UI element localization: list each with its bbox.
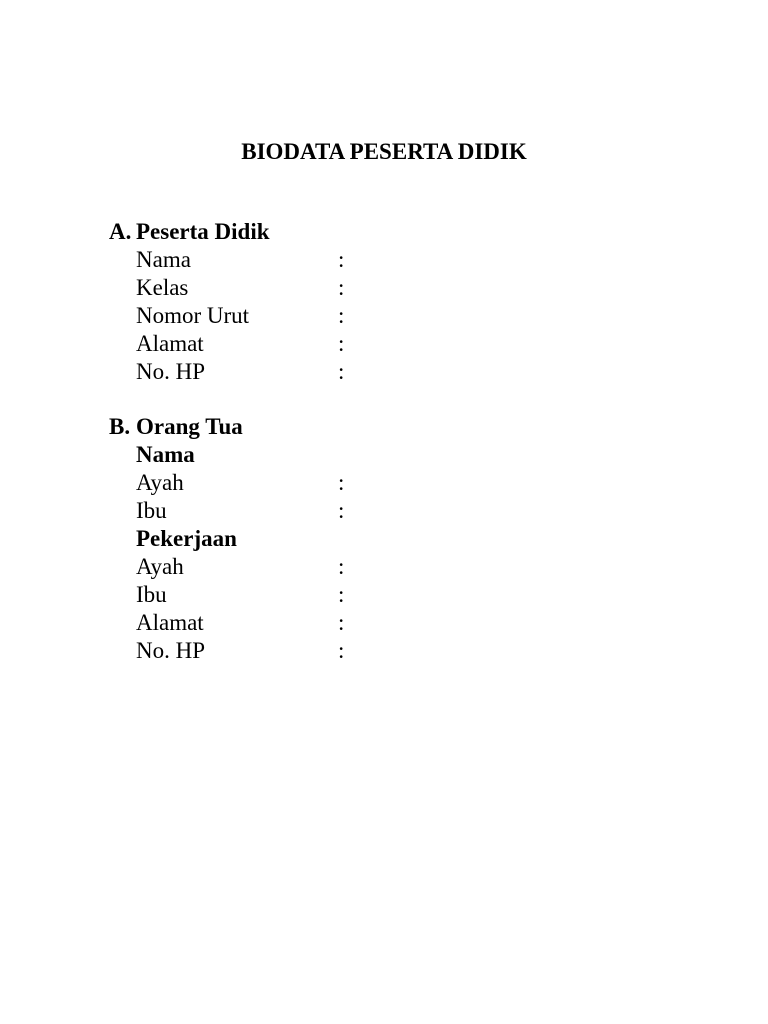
section-heading-row <box>109 413 669 441</box>
field-row-nama <box>109 246 669 274</box>
field-label: Kelas <box>136 275 189 300</box>
field-row-pekerjaan-ayah <box>109 553 669 581</box>
field-row-no-hp <box>109 358 669 386</box>
field-label: Nama <box>136 247 191 272</box>
subheading-row-nama <box>109 441 669 469</box>
field-row-no-hp-ortu <box>109 637 669 665</box>
subheading-row-pekerjaan <box>109 525 669 553</box>
field-separator: : <box>338 470 345 495</box>
field-separator: : <box>338 610 345 635</box>
document-title: BIODATA PESERTA DIDIK <box>241 139 527 164</box>
field-label: No. HP <box>136 638 206 663</box>
field-label: No. HP <box>136 359 206 384</box>
field-label: Ayah <box>136 470 184 495</box>
field-separator: : <box>338 275 345 300</box>
field-separator: : <box>338 331 345 356</box>
section-marker: A. <box>109 219 132 244</box>
section-heading: Orang Tua <box>136 414 243 439</box>
subheading-nama: Nama <box>136 442 195 467</box>
section-heading: Peserta Didik <box>136 219 270 244</box>
section-heading-row <box>109 218 669 246</box>
field-row-alamat-ortu <box>109 609 669 637</box>
field-separator: : <box>338 303 345 328</box>
section-peserta-didik <box>109 218 669 386</box>
field-row-nama-ibu <box>109 497 669 525</box>
field-label: Nomor Urut <box>136 303 250 328</box>
field-row-nama-ayah <box>109 469 669 497</box>
field-label: Ibu <box>136 582 167 607</box>
field-row-alamat <box>109 330 669 358</box>
field-separator: : <box>338 638 345 663</box>
section-marker: B. <box>109 414 131 439</box>
field-separator: : <box>338 359 345 384</box>
field-label: Alamat <box>136 610 204 635</box>
section-orang-tua <box>109 413 669 665</box>
field-separator: : <box>338 247 345 272</box>
field-separator: : <box>338 582 345 607</box>
field-separator: : <box>338 554 345 579</box>
field-label: Ayah <box>136 554 184 579</box>
field-row-kelas <box>109 274 669 302</box>
subheading-pekerjaan: Pekerjaan <box>136 526 237 551</box>
field-label: Ibu <box>136 498 167 523</box>
field-label: Alamat <box>136 331 204 356</box>
field-row-nomor-urut <box>109 302 669 330</box>
field-row-pekerjaan-ibu <box>109 581 669 609</box>
field-separator: : <box>338 498 345 523</box>
